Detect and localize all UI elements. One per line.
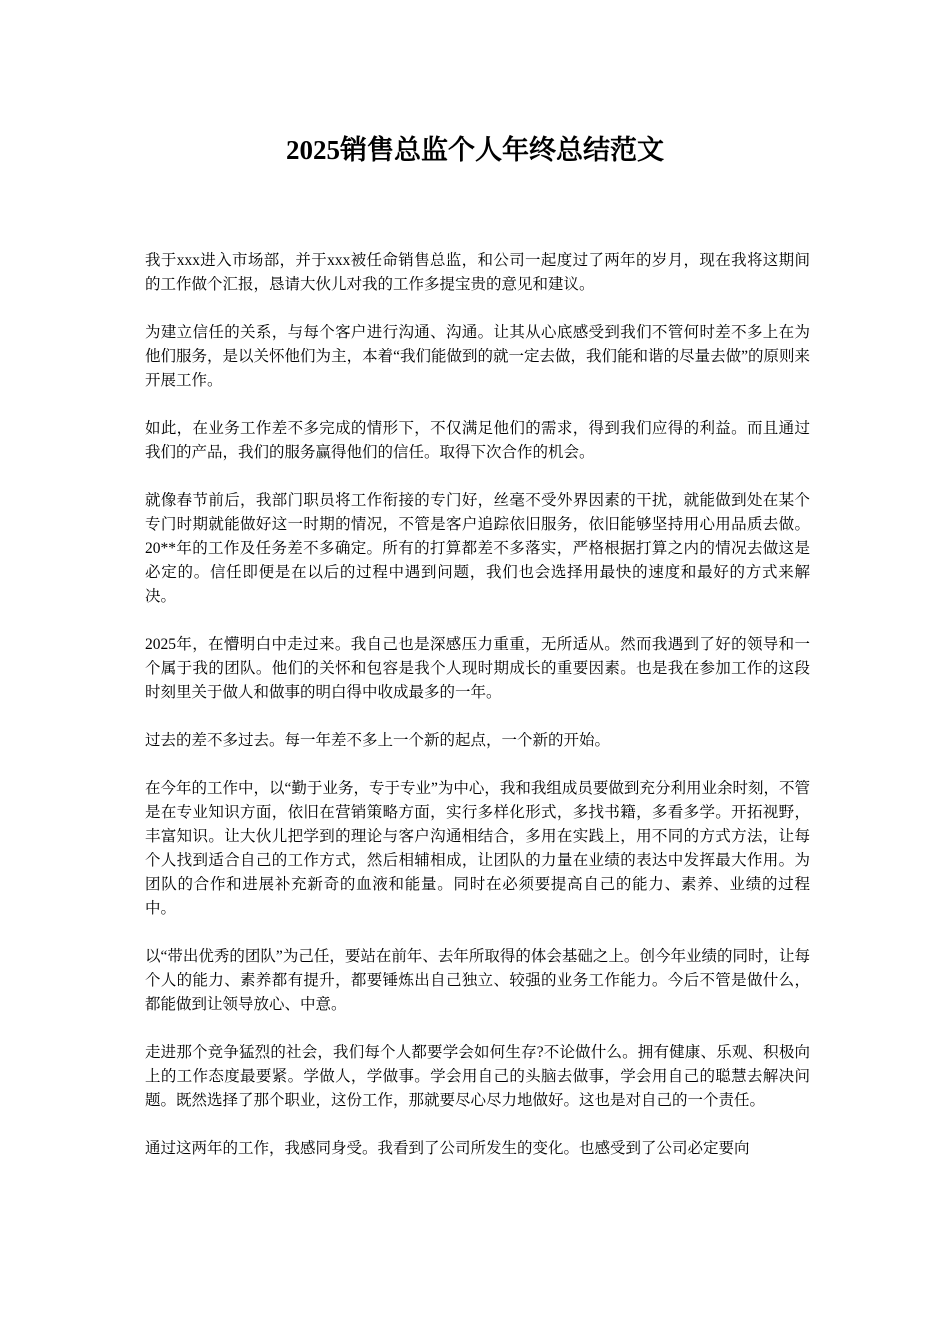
paragraph: 走进那个竞争猛烈的社会，我们每个人都要学会如何生存?不论做什么。拥有健康、乐观、积极向上的工作态度最要紧。学做人，学做事。学会用自己的头脑去做事，学会用自己的聪慧去解决问题。既然选择了那个职业，这份工作，那就要尽心尽力地做好。这也是对自己的一个责任。 — [145, 1044, 810, 1109]
paragraph: 以“带出优秀的团队”为己任，要站在前年、去年所取得的体会基础之上。创今年业绩的同时，让每个人的能力、素养都有提升，都要锤炼出自己独立、较强的业务工作能力。今后不管是做什么，都能做到让领导放心、中意。 — [145, 948, 810, 1013]
paragraph: 过去的差不多过去。每一年差不多上一个新的起点，一个新的开始。 — [145, 732, 611, 749]
paragraph: 在今年的工作中，以“勤于业务，专于专业”为中心，我和我组成员要做到充分利用业余时刻，不管是在专业知识方面，依旧在营销策略方面，实行多样化形式，多找书籍，多看多学。开拓视野，丰富知识。让大伙儿把学到的理论与客户沟通相结合，多用在实践上，用不同的方式方法，让每个人找到适合自己的工作方式，然后相辅相成，让团队的力量在业绩的表达中发挥最大作用。为团队的合作和进展补充新奇的血液和能量。同时在必须要提高自己的能力、素养、业绩的过程中。 — [145, 780, 810, 917]
paragraph: 通过这两年的工作，我感同身受。我看到了公司所发生的变化。也感受到了公司必定要向 — [145, 1140, 750, 1157]
paragraph: 2025年，在懵明白中走过来。我自己也是深感压力重重，无所适从。然而我遇到了好的领导和一个属于我的团队。他们的关怀和包容是我个人现时期成长的重要因素。也是我在参加工作的这段时刻里关于做人和做事的明白得中收成最多的一年。 — [145, 636, 810, 701]
paragraph: 为建立信任的关系，与每个客户进行沟通、沟通。让其从心底感受到我们不管何时差不多上在为他们服务，是以关怀他们为主，本着“我们能做到的就一定去做，我们能和谐的尽量去做”的原则来开展工作。 — [145, 324, 810, 389]
paragraph: 就像春节前后，我部门职员将工作衔接的专门好，丝毫不受外界因素的干扰，就能做到处在某个专门时期就能做好这一时期的情况，不管是客户追踪依旧服务，依旧能够坚持用心用品质去做。20**年的工作及任务差不多确定。所有的打算都差不多落实，严格根据打算之内的情况去做这是必定的。信任即便是在以后的过程中遇到问题，我们也会选择用最快的速度和最好的方式来解决。 — [145, 492, 810, 605]
document-title: 2025销售总监个人年终总结范文 — [286, 135, 664, 165]
paragraph: 我于xxx进入市场部，并于xxx被任命销售总监，和公司一起度过了两年的岁月，现在我将这期间的工作做个汇报，恳请大伙儿对我的工作多提宝贵的意见和建议。 — [145, 252, 810, 293]
document-body — [145, 249, 810, 1185]
paragraph: 如此，在业务工作差不多完成的情形下，不仅满足他们的需求，得到我们应得的利益。而且通过我们的产品，我们的服务赢得他们的信任。取得下次合作的机会。 — [145, 420, 810, 461]
